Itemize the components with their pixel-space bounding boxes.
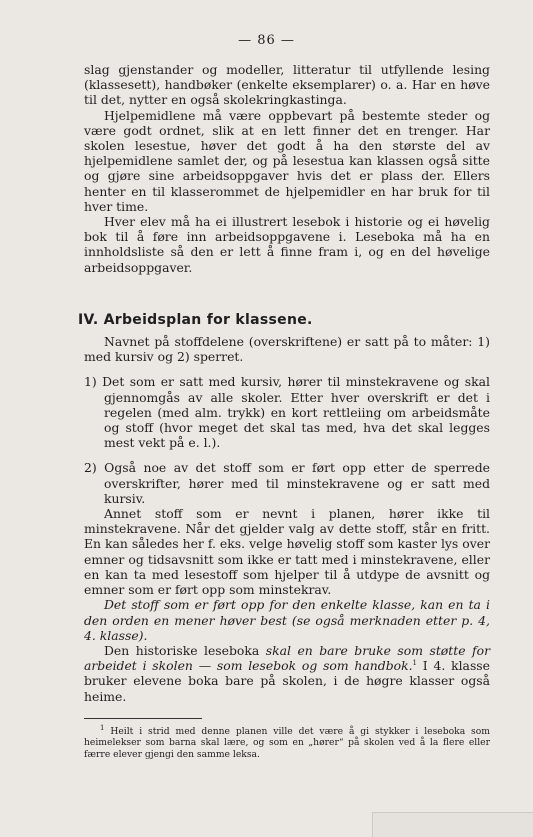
paragraph-historiske-italic: skal en bare bruke som støtte for arbeidet i skolen — som lesebok og som handbok. — [84, 642, 490, 674]
footnote-reference: 1 — [412, 658, 418, 667]
paragraph-historiske-start: Den historiske leseboka — [104, 642, 266, 658]
paragraph-hjelpemidlene: Hjelpemidlene må være oppbevart på bestemte steder og være godt ordnet, slik at en lett finner det en trenger. Har skolen lesestue, høver det godt å ha den største del av hjelpemidlene samlet der, og på lesestua kan klassen også sitte og gjøre sine arbeidsoppgaver hvis det er plass der. Ellers henter en til klasserommet de hjelpemidler en har bruk for til hver time. — [84, 107, 490, 214]
paragraph-annet: Annet stoff som er nevnt i planen, hører ikke til minstekravene. Når det gjelder valg av dette stoff, står en fritt. En kan således her f. eks. velge høvelig stoff som kaster lys over emner og tidsavsnitt som ikke er tatt med i minstekravene, eller en kan ta med lesestoff som hjelper til å utdype de avsnitt og emner som er ført opp som minstekrav. — [84, 506, 490, 598]
list-item-1: 1) Det som er satt med kursiv, hører til minstekravene og skal gjennomgås av alle skoler. Etter hver overskrift er det i regelen (med alm. trykk) en kort rettleiing om arbeidsmåte og stoff (hvor meget det skal tas med, hva det skal legges mest vekt på e. l.). — [84, 374, 490, 451]
page-body — [78, 62, 490, 760]
list-item-2: 2) Også noe av det stoff som er ført opp etter de sperrede overskrifter, hører med til minstekravene og er satt med kursiv. — [84, 460, 490, 506]
paragraph-historiske-end: I 4. klasse bruker elevene boka bare på skolen, i de høgre klasser også heime. — [84, 658, 490, 704]
paragraph-navnet: Navnet på stoffdelene (overskriftene) er satt på to måter: 1) med kursiv og 2) sperret. — [84, 334, 490, 365]
page-number: — 86 — — [238, 33, 295, 48]
page-corner-shadow — [372, 812, 533, 837]
paragraph-top: slag gjenstander og modeller, litteratur til utfyllende lesing (klassesett), handbøker (enkelte eksemplarer) o. a. Har en høve til det, nytter en også skolekringkastinga. — [84, 62, 490, 108]
footnote-text: Heilt i strid med denne planen ville det være å gi stykker i leseboka som heimelekser som barna skal lære, og som en „hører“ på skolen ved å la flere eller færre elever gjengi den samme leksa. — [84, 725, 490, 760]
footnote-divider — [84, 718, 202, 719]
paragraph-historiske-leseboka — [84, 643, 490, 704]
footnote — [84, 723, 490, 761]
paragraph-elev: Hver elev må ha ei illustrert lesebok i historie og ei høvelig bok til å føre inn arbeidsoppgavene i. Leseboka må ha en innholdsliste så den er lett å finne fram i, og en del høvelige arbeidsoppgaver. — [84, 214, 490, 275]
section-heading: IV. Arbeidsplan for klassene. — [78, 311, 313, 328]
paragraph-italic-note: Det stoff som er ført opp for den enkelte klasse, kan en ta i den orden en mener høver best (se også merknaden etter p. 4, 4. klasse). — [84, 597, 490, 643]
footnote-mark: 1 — [100, 723, 105, 732]
